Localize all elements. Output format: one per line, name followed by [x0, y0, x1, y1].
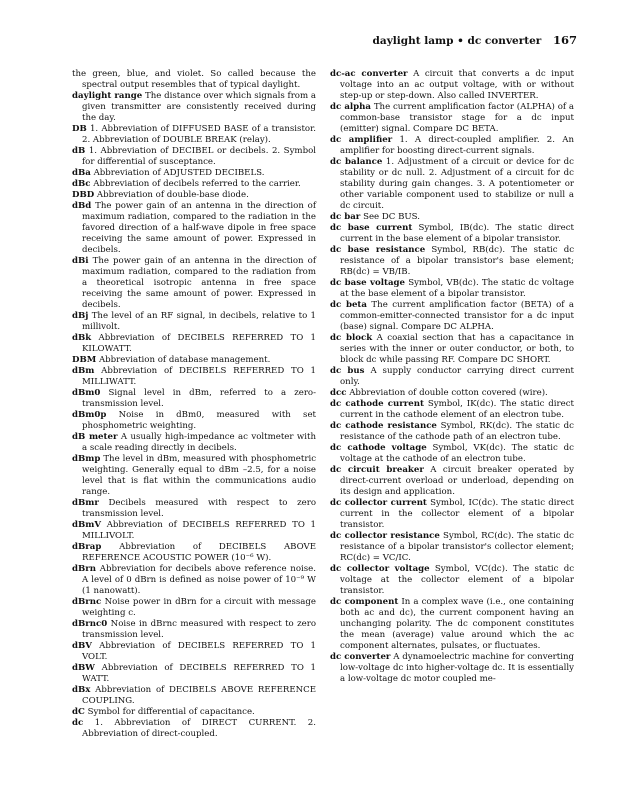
dictionary-entry — [330, 300, 574, 333]
entry-term: dBa — [72, 168, 91, 178]
entry-definition: Abbreviation for decibels above reference noise. A level of 0 dBrn is defined as noise power of 10⁻⁹ W (1 nanowatt). — [82, 564, 316, 596]
entry-term: dBrnc — [72, 597, 102, 607]
entry-term: dBd — [72, 201, 92, 211]
entry-definition: The current amplification factor (BETA) of a common-emitter-connected transistor for a dc input (base) signal. Compare DC ALPHA. — [340, 300, 575, 332]
dictionary-entry — [330, 388, 574, 399]
dictionary-entry — [330, 465, 574, 498]
dictionary-entry — [330, 212, 574, 223]
entry-definition: Abbreviation of DECIBELS ABOVE REFERENCE ACOUSTIC POWER (10⁻⁶ W). — [82, 542, 316, 563]
entry-definition: A usually high-impedance ac voltmeter with a scale reading directly in decibels. — [82, 432, 316, 453]
entry-definition: Abbreviation of double-base diode. — [96, 190, 249, 200]
entry-term: DB — [72, 124, 87, 134]
dictionary-entry — [330, 245, 574, 278]
entry-definition: Abbreviation of DECIBELS REFERRED TO 1 WATT. — [82, 663, 316, 684]
entry-definition: The level of an RF signal, in decibels, relative to 1 millivolt. — [82, 311, 317, 332]
entry-definition: Noise power in dBrn for a circuit with message weighting c. — [82, 597, 316, 618]
dictionary-entry — [72, 619, 316, 641]
entry-definition: Decibels measured with respect to zero transmission level. — [82, 498, 316, 519]
entry-term: dC — [72, 707, 85, 717]
dictionary-entry — [330, 69, 574, 102]
entry-definition: The level in dBm, measured with phosphometric weighting. Generally equal to dBm –2.5, for a noise level that is flat within the communications audio range. — [82, 454, 317, 497]
entry-definition: Symbol for differential of capacitance. — [87, 707, 255, 717]
dictionary-entry — [330, 597, 574, 652]
entry-definition: 1. A direct-coupled amplifier. 2. An amplifier for boosting direct-current signals. — [340, 135, 574, 156]
entry-definition: A coaxial section that has a capacitance in series with the inner or outer conductor, or both, to block dc while passing RF. Compare DC SHORT. — [340, 333, 574, 365]
entry-definition: A circuit that converts a dc input voltage into an ac output voltage, with or without step-up or step-down. Also called INVERTER. — [340, 69, 574, 101]
entry-definition: 1. Adjustment of a circuit or device for dc stability or dc null. 2. Adjustment of a circuit for dc stability during gain changes. 3. A potentiometer or other variable component used to stabilize or null a dc circuit. — [340, 157, 574, 211]
entry-definition: Noise in dBrnc measured with respect to zero transmission level. — [82, 619, 317, 640]
entry-term: dBW — [72, 663, 95, 673]
entry-definition: Abbreviation of double cotton covered (wire). — [349, 388, 548, 398]
entry-term: dc bar — [330, 212, 361, 222]
entry-term: dc block — [330, 333, 373, 343]
entry-term: dBmr — [72, 498, 99, 508]
dictionary-entry — [72, 124, 316, 146]
entry-definition: 1. Abbreviation of DECIBEL or decibels. 2. Symbol for differential of susceptance. — [82, 146, 316, 167]
entry-term: dBmV — [72, 520, 102, 530]
dictionary-entry — [72, 311, 316, 333]
dictionary-entry — [330, 443, 574, 465]
entry-definition: the green, blue, and violet. So called because the spectral output resembles that of typical daylight. — [72, 69, 316, 90]
entry-term: dBx — [72, 685, 91, 695]
dictionary-entry — [72, 256, 316, 311]
dictionary-entry — [330, 135, 574, 157]
entry-definition: Abbreviation of decibels referred to the carrier. — [93, 179, 301, 189]
right-column — [330, 69, 574, 685]
entry-term: dc base current — [330, 223, 413, 233]
entry-term: daylight range — [72, 91, 143, 101]
entry-definition: A dynamoelectric machine for converting low-voltage dc into higher-voltage dc. It is essentially a low-voltage dc motor coupled me- — [340, 652, 574, 684]
dictionary-entry — [330, 366, 574, 388]
dictionary-entry — [72, 366, 316, 388]
dictionary-entry — [72, 91, 316, 124]
dictionary-entry — [330, 564, 574, 597]
entry-definition: Abbreviation of ADJUSTED DECIBELS. — [93, 168, 265, 178]
entry-term: dc amplifier — [330, 135, 393, 145]
dictionary-entry — [72, 201, 316, 256]
entry-definition: Abbreviation of DECIBELS REFERRED TO 1 VOLT. — [82, 641, 316, 662]
entry-definition: Symbol, IB(dc). The static direct current in the base element of a bipolar transistor. — [340, 223, 575, 244]
entry-definition: Symbol, RC(dc). The static dc resistance of a bipolar transistor's collector element; RC(dc) = VC/IC. — [340, 531, 574, 563]
dictionary-entry — [72, 498, 316, 520]
entry-term: dBrnc0 — [72, 619, 108, 629]
entry-definition: 1. Abbreviation of DIRECT CURRENT. 2. Abbreviation of direct-coupled. — [82, 718, 316, 739]
entry-term: dBV — [72, 641, 92, 651]
entry-definition: Abbreviation of DECIBELS REFERRED TO 1 MILLIWATT. — [82, 366, 316, 387]
entry-definition: Symbol, VK(dc). The static dc voltage at the cathode of an electron tube. — [340, 443, 574, 464]
dictionary-entry — [72, 355, 316, 366]
entry-definition: The power gain of an antenna in the direction of maximum radiation, compared to the radiation from a theoretical isotropic antenna in free space receiving the same amount of power. Expressed in decibels. — [82, 256, 317, 310]
dictionary-entry — [72, 179, 316, 190]
entry-definition: Abbreviation of database management. — [98, 355, 271, 365]
entry-term: dc bus — [330, 366, 365, 376]
entry-term: dc — [72, 718, 84, 728]
entry-term: dBmp — [72, 454, 101, 464]
left-column — [72, 69, 316, 740]
entry-term: dB — [72, 146, 86, 156]
running-head: daylight lamp • dc converter — [372, 35, 542, 47]
entry-definition: Abbreviation of DECIBELS REFERRED TO 1 MILLIVOLT. — [82, 520, 316, 541]
entry-term: dBm — [72, 366, 95, 376]
entry-term: dc base resistance — [330, 245, 426, 255]
entry-term: dc cathode resistance — [330, 421, 437, 431]
dictionary-entry — [72, 520, 316, 542]
dictionary-entry — [330, 278, 574, 300]
page-number: 167 — [552, 33, 577, 47]
entry-term: dc collector current — [330, 498, 427, 508]
dictionary-entry — [72, 707, 316, 718]
dictionary-entry — [72, 410, 316, 432]
entry-definition: The distance over which signals from a given transmitter are consistently received during the day. — [82, 91, 317, 123]
entry-term: DBM — [72, 355, 97, 365]
dictionary-entry — [330, 102, 574, 135]
entry-term: dBk — [72, 333, 92, 343]
entry-term: dc collector voltage — [330, 564, 430, 574]
dictionary-entry — [72, 168, 316, 179]
dictionary-entry — [330, 421, 574, 443]
entry-definition: Signal level in dBm, referred to a zero-transmission level. — [82, 388, 317, 409]
dictionary-entry — [330, 652, 574, 685]
entry-term: dBm0 — [72, 388, 101, 398]
entry-term: dBm0p — [72, 410, 107, 420]
dictionary-entry — [72, 190, 316, 201]
entry-term: dc circuit breaker — [330, 465, 424, 475]
entry-term: dc component — [330, 597, 399, 607]
entry-definition: Symbol, VC(dc). The static dc voltage at the collector element of a bipolar transistor. — [340, 564, 575, 596]
entry-term: dc cathode voltage — [330, 443, 427, 453]
dictionary-entry — [330, 333, 574, 366]
entry-definition: Abbreviation of DECIBELS REFERRED TO 1 KILOWATT. — [82, 333, 317, 354]
entry-definition: The current amplification factor (ALPHA) of a common-base transistor stage for a dc input (emitter) signal. Compare DC BETA. — [340, 102, 574, 134]
entry-term: dc cathode current — [330, 399, 424, 409]
dictionary-entry — [72, 685, 316, 707]
entry-term: dc collector resistance — [330, 531, 440, 541]
entry-definition: Symbol, IK(dc). The static direct current in the cathode element of an electron tube. — [340, 399, 574, 420]
entry-term: dBrn — [72, 564, 97, 574]
entry-definition: The power gain of an antenna in the direction of maximum radiation, compared to the radiation in the favored direction of a half-wave dipole in free space receiving the same amount of power. Expressed in decibels. — [82, 201, 316, 255]
dictionary-entry — [330, 157, 574, 212]
entry-term: dcc — [330, 388, 347, 398]
dictionary-entry — [72, 597, 316, 619]
dictionary-entry — [72, 432, 316, 454]
entry-term: dBrap — [72, 542, 102, 552]
entry-term: dB meter — [72, 432, 118, 442]
entry-term: dc alpha — [330, 102, 371, 112]
dictionary-entry — [72, 333, 316, 355]
entry-definition: Abbreviation of DECIBELS ABOVE REFERENCE COUPLING. — [82, 685, 316, 706]
dictionary-entry — [330, 498, 574, 531]
dictionary-entry — [72, 146, 316, 168]
entry-definition: 1. Abbreviation of DIFFUSED BASE of a transistor. 2. Abbreviation of DOUBLE BREAK (relay). — [82, 124, 316, 145]
entry-definition: A circuit breaker operated by direct-current overload or underload, depending on its design and application. — [340, 465, 574, 497]
entry-term: dc balance — [330, 157, 383, 167]
entry-term: dc converter — [330, 652, 391, 662]
entry-term: dc base voltage — [330, 278, 405, 288]
dictionary-entry — [72, 663, 316, 685]
entry-definition: In a complex wave (i.e., one containing both ac and dc), the current component having an unchanging polarity. The dc component constitutes the mean (average) value around which the ac component alternates, pulsates, or fluctuates. — [340, 597, 574, 651]
dictionary-entry — [72, 388, 316, 410]
entry-term: dc beta — [330, 300, 367, 310]
dictionary-entry — [72, 69, 316, 91]
dictionary-entry — [72, 542, 316, 564]
dictionary-entry — [72, 454, 316, 498]
dictionary-entry — [330, 531, 574, 564]
running-header — [373, 33, 577, 47]
entry-definition: Symbol, VB(dc). The static dc voltage at the base element of a bipolar transistor. — [340, 278, 574, 299]
entry-term: DBD — [72, 190, 95, 200]
entry-term: dBc — [72, 179, 91, 189]
entry-definition: Noise in dBm0, measured with set phosphometric weighting. — [82, 410, 316, 431]
dictionary-entry — [330, 223, 574, 245]
entry-term: dc-ac converter — [330, 69, 408, 79]
dictionary-entry — [72, 718, 316, 740]
dictionary-entry — [72, 564, 316, 597]
entry-definition: See DC BUS. — [363, 212, 420, 222]
entry-term: dBi — [72, 256, 89, 266]
entry-definition: Symbol, IC(dc). The static direct current in the collector element of a bipolar transistor. — [340, 498, 574, 530]
entry-term: dBj — [72, 311, 89, 321]
dictionary-entry — [330, 399, 574, 421]
entry-definition: A supply conductor carrying direct current only. — [340, 366, 574, 387]
entry-definition: Symbol, RB(dc). The static dc resistance of a bipolar transistor's base element; RB(dc) = VB/IB. — [340, 245, 575, 277]
entry-definition: Symbol, RK(dc). The static dc resistance of the cathode path of an electron tube. — [340, 421, 574, 442]
dictionary-entry — [72, 641, 316, 663]
